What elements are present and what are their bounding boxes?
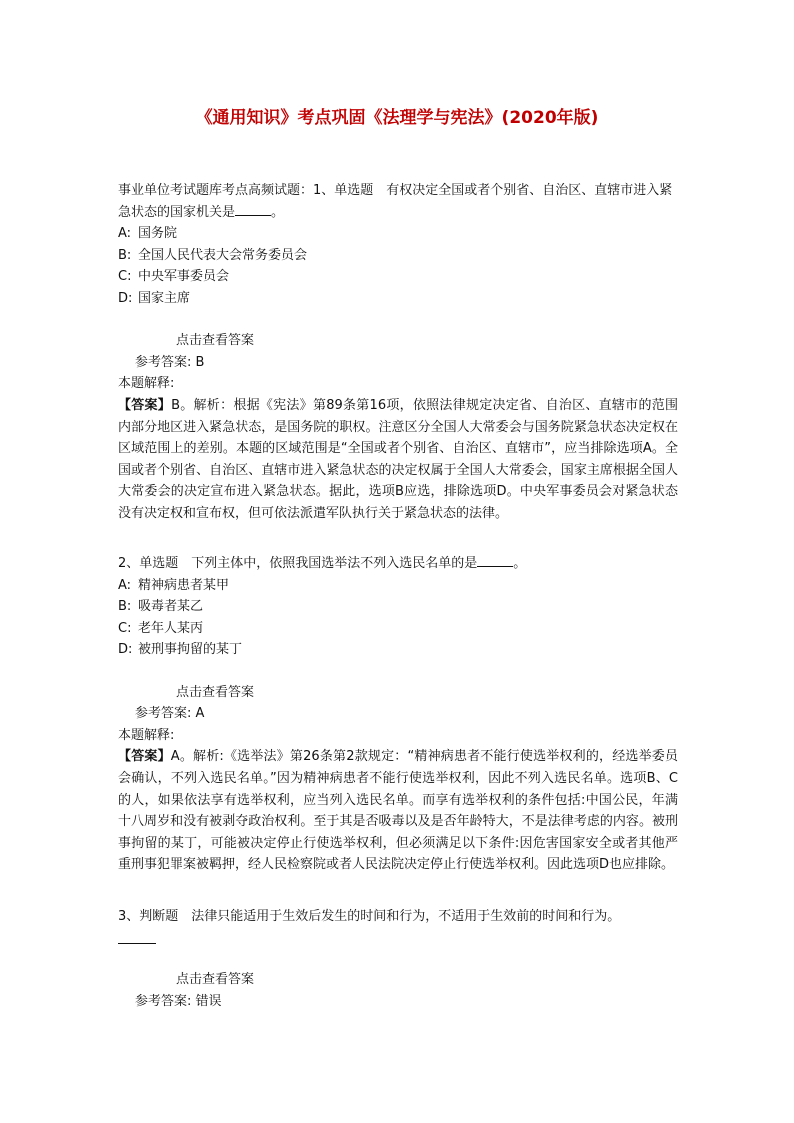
option-text: 吸毒者某乙 bbox=[138, 599, 204, 615]
question-2-stem-end: 。 bbox=[513, 556, 527, 571]
question-2-stem bbox=[118, 553, 678, 575]
option-key: C: bbox=[118, 269, 132, 285]
option-b bbox=[118, 596, 678, 618]
option-a bbox=[118, 223, 678, 245]
option-key: A: bbox=[118, 226, 132, 242]
question-1-stem bbox=[118, 180, 678, 223]
question-3-answer bbox=[118, 969, 678, 1012]
option-key: D: bbox=[118, 642, 133, 658]
question-1-stem-text: 事业单位考试题库考点高频试题：1、单选题 有权决定全国或者个别省、自治区、直辖市进入紧急状态的国家机关是 bbox=[118, 183, 673, 220]
document-title: 《通用知识》考点巩固《法理学与宪法》(2020年版) bbox=[195, 108, 599, 128]
option-key: A: bbox=[118, 577, 132, 593]
question-1 bbox=[118, 180, 678, 525]
question-1-stem-end: 。 bbox=[271, 204, 285, 220]
reference-answer: 参考答案: B bbox=[135, 354, 205, 370]
explanation-text: A。解析:《选举法》第26条第2款规定：“精神病患者不能行使选举权利的，经选举委员会确认，不列入选民名单。”因为精神病患者不能行使选举权利，因此不列入选民名单。选项B、C的人，如果依法享有选举权利，应当列入选民名单。而享有选举权利的条件包括:中国公民，年满十八周岁和没有被剥夺政治权利。至于其是否吸毒以及是否年龄特大，不是法律考虑的内容。被刑事拘留的某丁，可能被决定停止行使选举权利，但必须满足以下条件:因危害国家安全或者其他严重刑事犯罪案被羁押，经人民检察院或者人民法院决定停止行使选举权利。因此选项D也应排除。 bbox=[118, 749, 678, 873]
option-c bbox=[118, 618, 678, 640]
reference-answer: 参考答案: 错误 bbox=[135, 993, 222, 1009]
option-key: B: bbox=[118, 247, 132, 263]
explanation bbox=[118, 746, 678, 876]
option-b bbox=[118, 245, 678, 267]
option-c bbox=[118, 266, 678, 288]
reference-answer: 参考答案: A bbox=[135, 706, 205, 722]
option-text: 被刑事拘留的某丁 bbox=[138, 642, 243, 658]
option-key: C: bbox=[118, 620, 132, 636]
view-answer-link[interactable]: 点击查看答案 bbox=[176, 972, 255, 987]
option-text: 老年人某丙 bbox=[138, 620, 204, 636]
explanation-label: 本题解释: bbox=[118, 727, 175, 743]
option-text: 国务院 bbox=[138, 226, 178, 242]
option-d bbox=[118, 639, 678, 661]
option-text: 精神病患者某甲 bbox=[138, 577, 230, 593]
view-answer-link[interactable]: 点击查看答案 bbox=[176, 684, 255, 700]
answer-tag: 【答案】 bbox=[118, 397, 172, 413]
answer-blank bbox=[118, 943, 156, 944]
answer-tag: 【答案】 bbox=[118, 749, 171, 765]
question-3 bbox=[118, 906, 678, 928]
explanation bbox=[118, 395, 678, 525]
question-2-stem-text: 2、单选题 下列主体中，依照我国选举法不列入选民名单的是 bbox=[118, 556, 478, 571]
option-text: 中央军事委员会 bbox=[138, 269, 230, 285]
option-a bbox=[118, 575, 678, 597]
option-key: D: bbox=[118, 290, 133, 306]
view-answer-link[interactable]: 点击查看答案 bbox=[176, 333, 255, 349]
explanation-text: B。解析：根据《宪法》第89条第16项，依照法律规定决定省、自治区、直辖市的范围内部分地区进入紧急状态，是国务院的职权。注意区分全国人大常委会与国务院紧急状态决定权在区域范围上的差别。本题的区域范围是“全国或者个别省、自治区、直辖市”，应当排除选项A。全国或者个别省、自治区、直辖市进入紧急状态的决定权属于全国人大常委会，国家主席根据全国人大常委会的决定宣布进入紧急状态。据此，选项B应选，排除选项D。中央军事委员会对紧急状态没有决定权和宣布权，但可依法派遣军队执行关于紧急状态的法律。 bbox=[118, 397, 678, 521]
option-key: B: bbox=[118, 599, 132, 615]
answer-blank bbox=[477, 553, 513, 567]
option-text: 国家主席 bbox=[138, 290, 191, 306]
explanation-label: 本题解释: bbox=[118, 376, 175, 392]
question-2 bbox=[118, 553, 678, 876]
option-d bbox=[118, 288, 678, 310]
answer-blank bbox=[235, 202, 271, 216]
question-3-stem: 3、判断题 法律只能适用于生效后发生的时间和行为，不适用于生效前的时间和行为。 bbox=[118, 909, 621, 924]
option-text: 全国人民代表大会常务委员会 bbox=[138, 247, 308, 263]
